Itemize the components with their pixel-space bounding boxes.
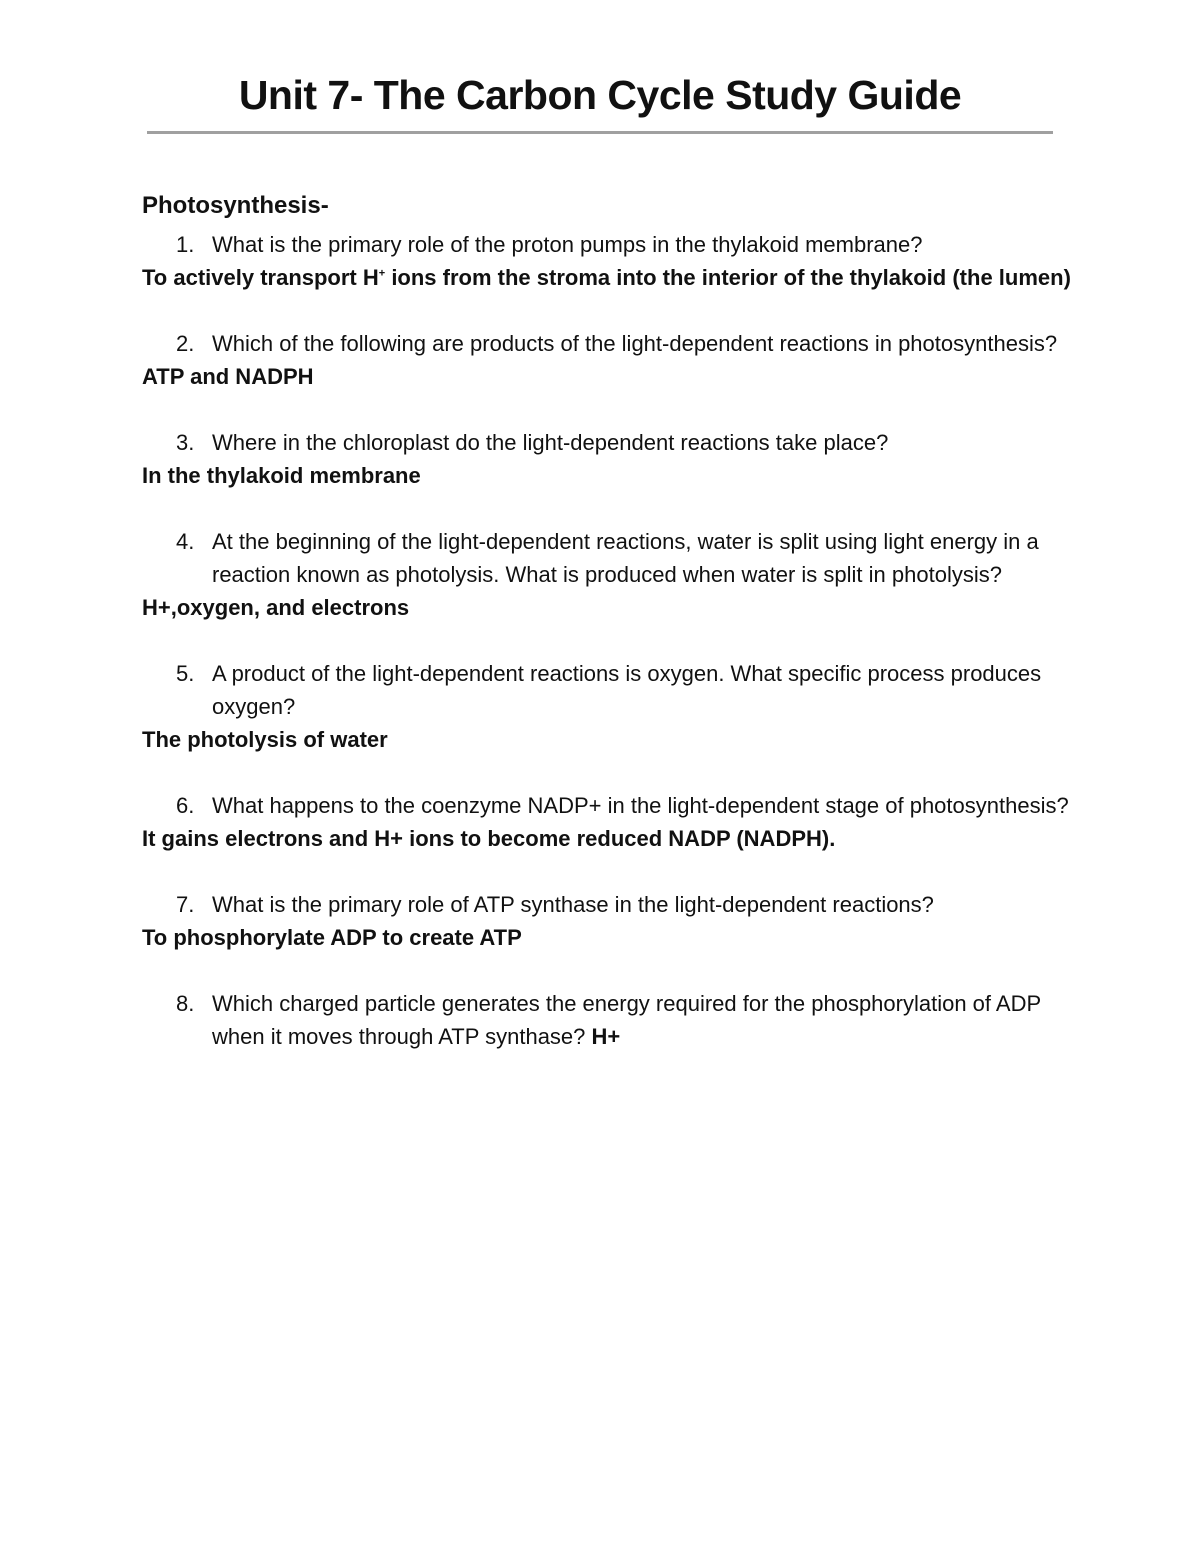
superscript-plus: + xyxy=(378,267,386,280)
question-text: What is the primary role of the proton pumps in the thylakoid membrane? xyxy=(212,232,923,257)
question-number: 7. xyxy=(176,892,195,917)
document-title: Unit 7- The Carbon Cycle Study Guide xyxy=(238,72,962,118)
answer-8: H+ xyxy=(591,1024,621,1049)
question-5 xyxy=(142,657,1072,723)
question-text: What happens to the coenzyme NADP+ in the light-dependent stage of photosynthesis? xyxy=(212,793,1069,818)
answer-text-part: To actively transport H xyxy=(142,265,379,290)
answer-7: To phosphorylate ADP to create ATP xyxy=(142,925,522,950)
question-number: 5. xyxy=(176,661,195,686)
question-text: Which charged particle generates the energy required for the phosphorylation of ADP when it moves through ATP synthase? xyxy=(212,991,1041,1049)
qa-item-5 xyxy=(142,657,1072,756)
question-number: 6. xyxy=(176,793,195,818)
question-6 xyxy=(142,789,1072,822)
question-text: At the beginning of the light-dependent reactions, water is split using light energy in a reaction known as photolysis. What is produced when water is split in photolysis? xyxy=(212,529,1039,587)
question-number: 1. xyxy=(176,232,195,257)
question-4 xyxy=(142,525,1072,591)
answer-text-part: ions from the stroma into the interior of the thylakoid (the lumen) xyxy=(385,265,1071,290)
qa-item-3 xyxy=(142,426,1072,492)
answer-6: It gains electrons and H+ ions to become reduced NADP (NADPH). xyxy=(142,826,836,851)
title-divider xyxy=(147,131,1053,134)
question-7 xyxy=(142,888,1072,921)
section-heading: Photosynthesis- xyxy=(142,192,329,219)
question-number: 8. xyxy=(176,991,195,1016)
answer-1 xyxy=(142,261,1072,294)
question-number: 4. xyxy=(176,529,195,554)
question-3 xyxy=(142,426,1072,459)
qa-item-4 xyxy=(142,525,1072,624)
qa-item-1 xyxy=(142,228,1072,294)
answer-5: The photolysis of water xyxy=(142,727,388,752)
question-text: A product of the light-dependent reactions is oxygen. What specific process produces oxygen? xyxy=(212,661,1042,719)
answer-2: ATP and NADPH xyxy=(142,364,314,389)
question-text: What is the primary role of ATP synthase in the light-dependent reactions? xyxy=(212,892,934,917)
qa-item-2 xyxy=(142,327,1072,393)
question-text: Which of the following are products of the light-dependent reactions in photosynthesis? xyxy=(212,331,1058,356)
question-1 xyxy=(142,228,1072,261)
question-2 xyxy=(142,327,1072,360)
qa-item-8 xyxy=(142,987,1072,1053)
question-number: 3. xyxy=(176,430,195,455)
answer-4: H+,oxygen, and electrons xyxy=(142,595,410,620)
qa-item-6 xyxy=(142,789,1072,855)
question-number: 2. xyxy=(176,331,195,356)
question-text: Where in the chloroplast do the light-dependent reactions take place? xyxy=(212,430,889,455)
study-guide-content xyxy=(142,190,1072,1053)
answer-3: In the thylakoid membrane xyxy=(142,463,421,488)
question-8 xyxy=(142,987,1072,1053)
qa-item-7 xyxy=(142,888,1072,954)
